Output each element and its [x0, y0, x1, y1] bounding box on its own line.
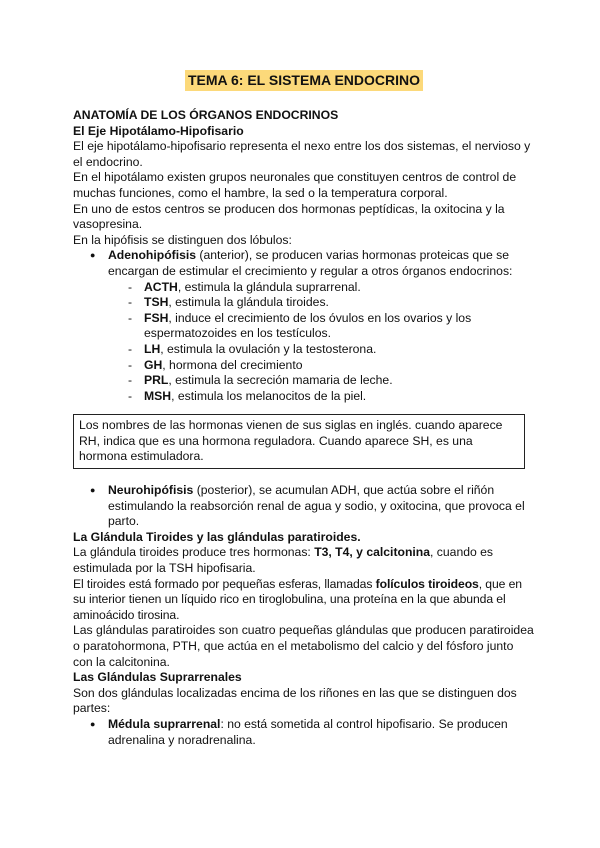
- hormone-list: [73, 280, 535, 405]
- paragraph: Las glándulas paratiroides son cuatro pequeñas glándulas que producen paratiroidea o paratohormona, PTH, que actúa en el metabolismo del calcio y del fósforo junto con la calcitonina.: [73, 623, 534, 669]
- text: La glándula tiroides produce tres hormonas:: [73, 545, 315, 560]
- list-item: [73, 358, 535, 374]
- text: , cuando es estimulada por la TSH hipofisaria.: [73, 545, 494, 576]
- hormone-desc: , estimula los melanocitos de la piel.: [171, 388, 367, 403]
- list-item: [73, 389, 535, 405]
- hormone-desc: , estimula la glándula suprarrenal.: [177, 279, 361, 294]
- subheading-axis: El Eje Hipotálamo-Hipofisario: [73, 123, 244, 138]
- hormone-name: GH: [144, 357, 163, 372]
- paragraph: En uno de estos centros se producen dos hormonas peptídicas, la oxitocina y la vasopresina.: [73, 201, 505, 232]
- bold-term: folículos tiroideos: [375, 576, 479, 591]
- bullet-text: (posterior), se acumulan ADH, que actúa sobre el riñón estimulando la reabsorción renal de agua y sodio, y oxitocina, que provoca el parto.: [108, 483, 525, 529]
- paragraph: Son dos glándulas localizadas encima de los riñones en las que se distinguen dos partes:: [73, 685, 517, 716]
- list-item: [73, 295, 535, 311]
- list-item: [73, 311, 535, 342]
- bullet-text: (anterior), se producen varias hormonas proteicas que se encargan de estimular el crecimiento y regular a otros órganos endocrinos:: [108, 248, 513, 278]
- hormone-name: TSH: [144, 295, 169, 310]
- list-item: [73, 373, 535, 389]
- hormone-desc: , estimula la glándula tiroides.: [168, 295, 329, 310]
- bullet-adenohipofisis: [73, 248, 535, 279]
- text: , que en su interior tienen un líquido rico en tiroglobulina, una proteína en la que abunda el aminoácido tirosina.: [73, 576, 522, 622]
- bullet-neurohipofisis: [73, 483, 535, 530]
- section-heading-anatomy: ANATOMÍA DE LOS ÓRGANOS ENDOCRINOS: [73, 108, 339, 122]
- paragraph: En el hipotálamo existen grupos neuronales que constituyen centros de control de muchas funciones, como el hambre, la sed o la temperatura corporal.: [73, 170, 517, 200]
- hormone-name: FSH: [144, 310, 169, 325]
- bold-term: Médula suprarrenal: [108, 716, 221, 731]
- hormone-name: LH: [144, 341, 161, 356]
- paragraph: [73, 545, 535, 576]
- hormone-name: MSH: [144, 388, 172, 403]
- hormone-desc: , estimula la ovulación y la testosterona.: [160, 341, 377, 356]
- text: El tiroides está formado por pequeñas esferas, llamadas: [73, 576, 376, 591]
- list-item: [73, 342, 535, 358]
- page-title: TEMA 6: EL SISTEMA ENDOCRINO: [185, 70, 423, 91]
- paragraph: En la hipófisis se distinguen dos lóbulos:: [73, 232, 292, 247]
- subheading-thyroid: La Glándula Tiroides y las glándulas paratiroides.: [73, 529, 361, 544]
- hormone-desc: , estimula la secreción mamaria de leche.: [168, 373, 393, 388]
- title-wrap: [73, 70, 535, 92]
- bullet-medula: [73, 717, 535, 748]
- hormone-name: PRL: [144, 373, 169, 388]
- subheading-adrenal: Las Glándulas Suprarrenales: [73, 670, 242, 685]
- hormone-desc: , hormona del crecimiento: [162, 357, 303, 372]
- paragraph: El eje hipotálamo-hipofisario representa el nexo entre los dos sistemas, el nervioso y el endocrino.: [73, 139, 531, 169]
- bullet-text: : no está sometida al control hipofisario. Se producen adrenalina y noradrenalina.: [108, 716, 508, 747]
- bold-term: Neurohipófisis: [108, 483, 194, 498]
- hormone-name: ACTH: [144, 279, 178, 294]
- hormone-desc: , induce el crecimiento de los óvulos en los ovarios y los espermatozoides en los testículos.: [144, 310, 472, 341]
- document-page: [73, 0, 535, 748]
- bold-term: Adenohipófisis: [108, 248, 197, 263]
- paragraph: [73, 577, 535, 624]
- list-item: [73, 280, 535, 296]
- note-box: Los nombres de las hormonas vienen de sus siglas en inglés. cuando aparece RH, indica que es una hormona reguladora. Cuando aparece SH, es una hormona estimuladora.: [73, 414, 525, 469]
- bold-term: T3, T4, y calcitonina: [314, 545, 431, 560]
